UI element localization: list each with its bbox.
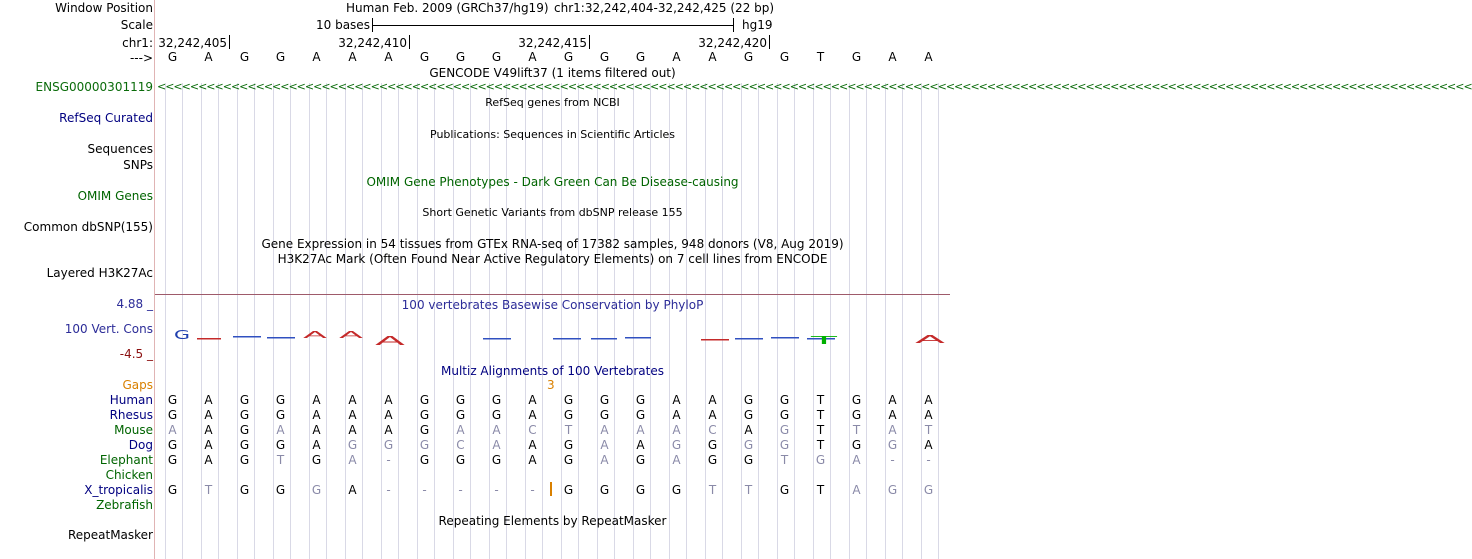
track-separator xyxy=(155,294,950,295)
omim-label[interactable]: OMIM Genes xyxy=(77,189,153,203)
base: A xyxy=(204,50,213,64)
alignment-base: G xyxy=(563,408,574,422)
alignment-base: T xyxy=(924,423,933,437)
alignment-base: G xyxy=(275,438,286,452)
alignment-base: G xyxy=(167,438,178,452)
alignment-base: A xyxy=(348,453,357,467)
alignment-base: G xyxy=(743,453,754,467)
multiz-track-title: Multiz Alignments of 100 Vertebrates xyxy=(440,364,665,378)
repeatmasker-label[interactable]: RepeatMasker xyxy=(67,528,153,542)
scale-bar xyxy=(372,25,733,26)
alignment-base: G xyxy=(563,438,574,452)
alignment-base: G xyxy=(779,423,790,437)
base: G xyxy=(275,50,286,64)
alignment-base: G xyxy=(455,393,466,407)
alignment-base: G xyxy=(275,408,286,422)
position-text: chr1:32,242,404-32,242,425 (22 bp) xyxy=(554,1,775,15)
alignment-base: G xyxy=(599,408,610,422)
alignment-base: A xyxy=(924,438,933,452)
alignment-base: A xyxy=(744,423,753,437)
base: G xyxy=(455,50,466,64)
alignment-base: A xyxy=(204,438,213,452)
base: G xyxy=(239,50,250,64)
alignment-base: A xyxy=(204,453,213,467)
gap-count: 3 xyxy=(547,378,555,392)
alignment-base: G xyxy=(311,483,322,497)
alignment-base: G xyxy=(167,408,178,422)
alignment-base: A xyxy=(636,438,645,452)
gencode-gene-feature[interactable]: <<<<<<<<<<<<<<<<<<<<<<<<<<<<<<<<<<<<<<<<<<<<<<<<<<<<<<<<<<<<<<<<<<<<<<<<<<<<<<<<<<<<<<<<<<<<<<<<<<<<<<<<<<<<<<<<<<<<<<<<<<<<<<<<<<<<<<<<<<<<<<<<<<<<<<<<<<<<<<<< xyxy=(157,80,1472,93)
alignment-base: G xyxy=(635,408,646,422)
species-label-chicken[interactable]: Chicken xyxy=(105,468,153,482)
base: A xyxy=(888,50,897,64)
alignment-base: G xyxy=(167,483,178,497)
phylop-track-title: 100 vertebrates Basewise Conservation by PhyloP xyxy=(401,298,704,312)
alignment-base: G xyxy=(887,483,898,497)
dbsnp-track-title: Short Genetic Variants from dbSNP release 155 xyxy=(422,206,683,219)
base: A xyxy=(348,50,357,64)
alignment-base: - xyxy=(458,483,463,497)
alignment-base: - xyxy=(530,483,535,497)
gaps-label: Gaps xyxy=(122,378,153,392)
gene-id-label[interactable]: ENSG00000301119 xyxy=(35,80,153,94)
base: A xyxy=(528,50,537,64)
alignment-base: A xyxy=(348,393,357,407)
alignment-base: G xyxy=(347,438,358,452)
alignment-base: T xyxy=(852,423,861,437)
alignment-base: A xyxy=(672,408,681,422)
alignment-base: A xyxy=(456,423,465,437)
alignment-base: C xyxy=(528,423,537,437)
alignment-base: T xyxy=(816,408,825,422)
alignment-base: - xyxy=(890,453,895,467)
alignment-base: A xyxy=(312,393,321,407)
alignment-base: G xyxy=(419,423,430,437)
track-labels xyxy=(0,0,155,559)
repeatmasker-track-title: Repeating Elements by RepeatMasker xyxy=(438,514,667,528)
alignment-base: G xyxy=(383,438,394,452)
alignment-base: A xyxy=(528,393,537,407)
gap-marker xyxy=(550,482,552,496)
alignment-base: G xyxy=(419,393,430,407)
alignment-base: T xyxy=(204,483,213,497)
alignment-base: A xyxy=(312,438,321,452)
alignment-base: A xyxy=(348,408,357,422)
ruler-tick-label: 32,242,415 xyxy=(518,36,587,50)
gtex-track-title: Gene Expression in 54 tissues from GTEx RNA-seq of 17382 samples, 948 donors (V8, Aug 2019) xyxy=(261,237,844,251)
alignment-base: G xyxy=(275,393,286,407)
window-position-label: Window Position xyxy=(55,1,153,15)
alignment-base: A xyxy=(672,423,681,437)
alignment-base: G xyxy=(635,453,646,467)
species-label-zebrafish[interactable]: Zebrafish xyxy=(96,498,153,512)
base: G xyxy=(779,50,790,64)
alignment-base: G xyxy=(455,408,466,422)
species-label-dog[interactable]: Dog xyxy=(128,438,153,452)
h3k27ac-track-title: H3K27Ac Mark (Often Found Near Active Regulatory Elements) on 7 cell lines from ENCODE xyxy=(277,252,828,266)
alignment-base: G xyxy=(491,393,502,407)
ruler-tick-mark xyxy=(769,35,770,49)
ruler-tick-mark xyxy=(589,35,590,49)
ruler-tick-mark xyxy=(229,35,230,49)
label-divider xyxy=(154,0,155,559)
alignment-base: G xyxy=(671,483,682,497)
omim-track-title: OMIM Gene Phenotypes - Dark Green Can Be Disease-causing xyxy=(366,175,739,189)
svg-text:A: A xyxy=(303,330,328,341)
svg-text:A: A xyxy=(339,330,364,341)
alignment-base: G xyxy=(419,408,430,422)
alignment-base: A xyxy=(312,408,321,422)
sequences-label[interactable]: Sequences xyxy=(87,142,153,156)
alignment-base: G xyxy=(563,483,574,497)
publications-track-title: Publications: Sequences in Scientific Articles xyxy=(430,128,675,141)
alignment-base: - xyxy=(386,483,391,497)
alignment-base: G xyxy=(563,393,574,407)
alignment-base: G xyxy=(167,393,178,407)
species-label-human[interactable]: Human xyxy=(109,393,153,407)
base: T xyxy=(816,50,825,64)
ruler-tick-label: 32,242,405 xyxy=(158,36,227,50)
alignment-base: G xyxy=(419,453,430,467)
alignment-base: A xyxy=(708,408,717,422)
alignment-base: A xyxy=(672,393,681,407)
alignment-base: G xyxy=(851,408,862,422)
alignment-base: G xyxy=(419,438,430,452)
alignment-base: A xyxy=(168,423,177,437)
alignment-base: G xyxy=(239,393,250,407)
base: A xyxy=(384,50,393,64)
alignment-base: G xyxy=(239,453,250,467)
alignment-base: A xyxy=(888,423,897,437)
base: G xyxy=(491,50,502,64)
alignment-base: T xyxy=(816,393,825,407)
base: G xyxy=(563,50,574,64)
base: G xyxy=(419,50,430,64)
alignment-base: A xyxy=(852,453,861,467)
alignment-base: G xyxy=(635,483,646,497)
species-label-elephant[interactable]: Elephant xyxy=(99,453,153,467)
species-label-mouse[interactable]: Mouse xyxy=(114,423,153,437)
alignment-base: G xyxy=(815,453,826,467)
phylop-logo xyxy=(155,326,950,350)
scale-db: hg19 xyxy=(742,18,773,32)
alignment-base: A xyxy=(600,453,609,467)
alignment-base: T xyxy=(564,423,573,437)
alignment-base: G xyxy=(671,438,682,452)
alignment-base: A xyxy=(492,423,501,437)
cons-bottom-value: -4.5 _ xyxy=(119,347,153,361)
alignment-base: G xyxy=(599,393,610,407)
base: A xyxy=(672,50,681,64)
alignment-base: T xyxy=(780,453,789,467)
refseq-track-title: RefSeq genes from NCBI xyxy=(485,96,620,109)
cons-top-value: 4.88 _ xyxy=(116,297,153,311)
scale-label: Scale xyxy=(120,18,153,32)
refseq-label[interactable]: RefSeq Curated xyxy=(59,111,153,125)
svg-text:T: T xyxy=(807,334,839,347)
h3k27ac-label[interactable]: Layered H3K27Ac xyxy=(46,266,153,280)
alignment-base: A xyxy=(384,408,393,422)
alignment-base: A xyxy=(312,423,321,437)
alignment-base: C xyxy=(708,423,717,437)
chr-label: chr1: xyxy=(122,36,153,50)
alignment-base: G xyxy=(743,393,754,407)
base: G xyxy=(635,50,646,64)
alignment-base: G xyxy=(779,438,790,452)
base: A xyxy=(708,50,717,64)
alignment-base: C xyxy=(456,438,465,452)
alignment-base: A xyxy=(852,483,861,497)
alignment-base: G xyxy=(743,438,754,452)
base: G xyxy=(851,50,862,64)
alignment-base: A xyxy=(888,408,897,422)
alignment-base: G xyxy=(707,453,718,467)
alignment-base: A xyxy=(924,408,933,422)
alignment-base: G xyxy=(635,393,646,407)
alignment-base: A xyxy=(528,408,537,422)
alignment-base: G xyxy=(851,438,862,452)
strand-arrow-label: ---> xyxy=(129,51,153,65)
alignment-base: - xyxy=(422,483,427,497)
assembly-title: Human Feb. 2009 (GRCh37/hg19) xyxy=(346,1,549,15)
alignment-base: A xyxy=(492,438,501,452)
alignment-base: A xyxy=(528,453,537,467)
alignment-base: T xyxy=(816,423,825,437)
species-label-rhesus[interactable]: Rhesus xyxy=(109,408,153,422)
alignment-base: - xyxy=(494,483,499,497)
alignment-base: G xyxy=(779,483,790,497)
alignment-base: G xyxy=(743,408,754,422)
snps-label[interactable]: SNPs xyxy=(123,158,153,172)
alignment-base: G xyxy=(707,438,718,452)
ruler-tick-label: 32,242,410 xyxy=(338,36,407,50)
alignment-base: A xyxy=(276,423,285,437)
alignment-base: A xyxy=(600,423,609,437)
species-label-x_tropicalis[interactable]: X_tropicalis xyxy=(84,483,153,497)
base: G xyxy=(167,50,178,64)
alignment-base: A xyxy=(348,483,357,497)
dbsnp-label[interactable]: Common dbSNP(155) xyxy=(23,220,153,234)
alignment-base: A xyxy=(204,408,213,422)
alignment-base: G xyxy=(275,483,286,497)
alignment-base: A xyxy=(708,393,717,407)
svg-text:G: G xyxy=(174,328,190,342)
alignment-base: T xyxy=(744,483,753,497)
ruler-tick-label: 32,242,420 xyxy=(698,36,767,50)
alignment-base: G xyxy=(239,423,250,437)
alignment-base: G xyxy=(167,453,178,467)
alignment-base: - xyxy=(386,453,391,467)
alignment-base: T xyxy=(816,483,825,497)
base: A xyxy=(312,50,321,64)
cons-track-label[interactable]: 100 Vert. Cons xyxy=(64,322,153,336)
alignment-base: G xyxy=(239,483,250,497)
base: G xyxy=(599,50,610,64)
svg-text:A: A xyxy=(915,333,947,346)
alignment-base: G xyxy=(599,483,610,497)
alignment-base: A xyxy=(600,438,609,452)
alignment-base: A xyxy=(528,438,537,452)
alignment-base: G xyxy=(491,408,502,422)
alignment-base: A xyxy=(204,393,213,407)
alignment-base: A xyxy=(924,393,933,407)
svg-text:A: A xyxy=(375,334,408,348)
alignment-base: G xyxy=(779,408,790,422)
alignment-base: G xyxy=(491,453,502,467)
alignment-base: A xyxy=(672,453,681,467)
scale-text: 10 bases xyxy=(316,18,370,32)
alignment-base: T xyxy=(276,453,285,467)
alignment-base: G xyxy=(923,483,934,497)
ruler-tick-mark xyxy=(409,35,410,49)
alignment-base: T xyxy=(708,483,717,497)
alignment-base: G xyxy=(239,408,250,422)
alignment-base: A xyxy=(636,423,645,437)
alignment-base: G xyxy=(311,453,322,467)
alignment-base: A xyxy=(348,423,357,437)
alignment-base: G xyxy=(851,393,862,407)
alignment-base: A xyxy=(384,423,393,437)
base: G xyxy=(743,50,754,64)
alignment-base: A xyxy=(888,393,897,407)
alignment-base: T xyxy=(816,438,825,452)
alignment-base: G xyxy=(779,393,790,407)
alignment-base: - xyxy=(926,453,931,467)
alignment-base: G xyxy=(239,438,250,452)
alignment-base: G xyxy=(887,438,898,452)
gencode-track-title: GENCODE V49lift37 (1 items filtered out) xyxy=(429,66,676,80)
alignment-base: G xyxy=(563,453,574,467)
alignment-base: G xyxy=(455,453,466,467)
base: A xyxy=(924,50,933,64)
alignment-base: A xyxy=(204,423,213,437)
alignment-base: A xyxy=(384,393,393,407)
